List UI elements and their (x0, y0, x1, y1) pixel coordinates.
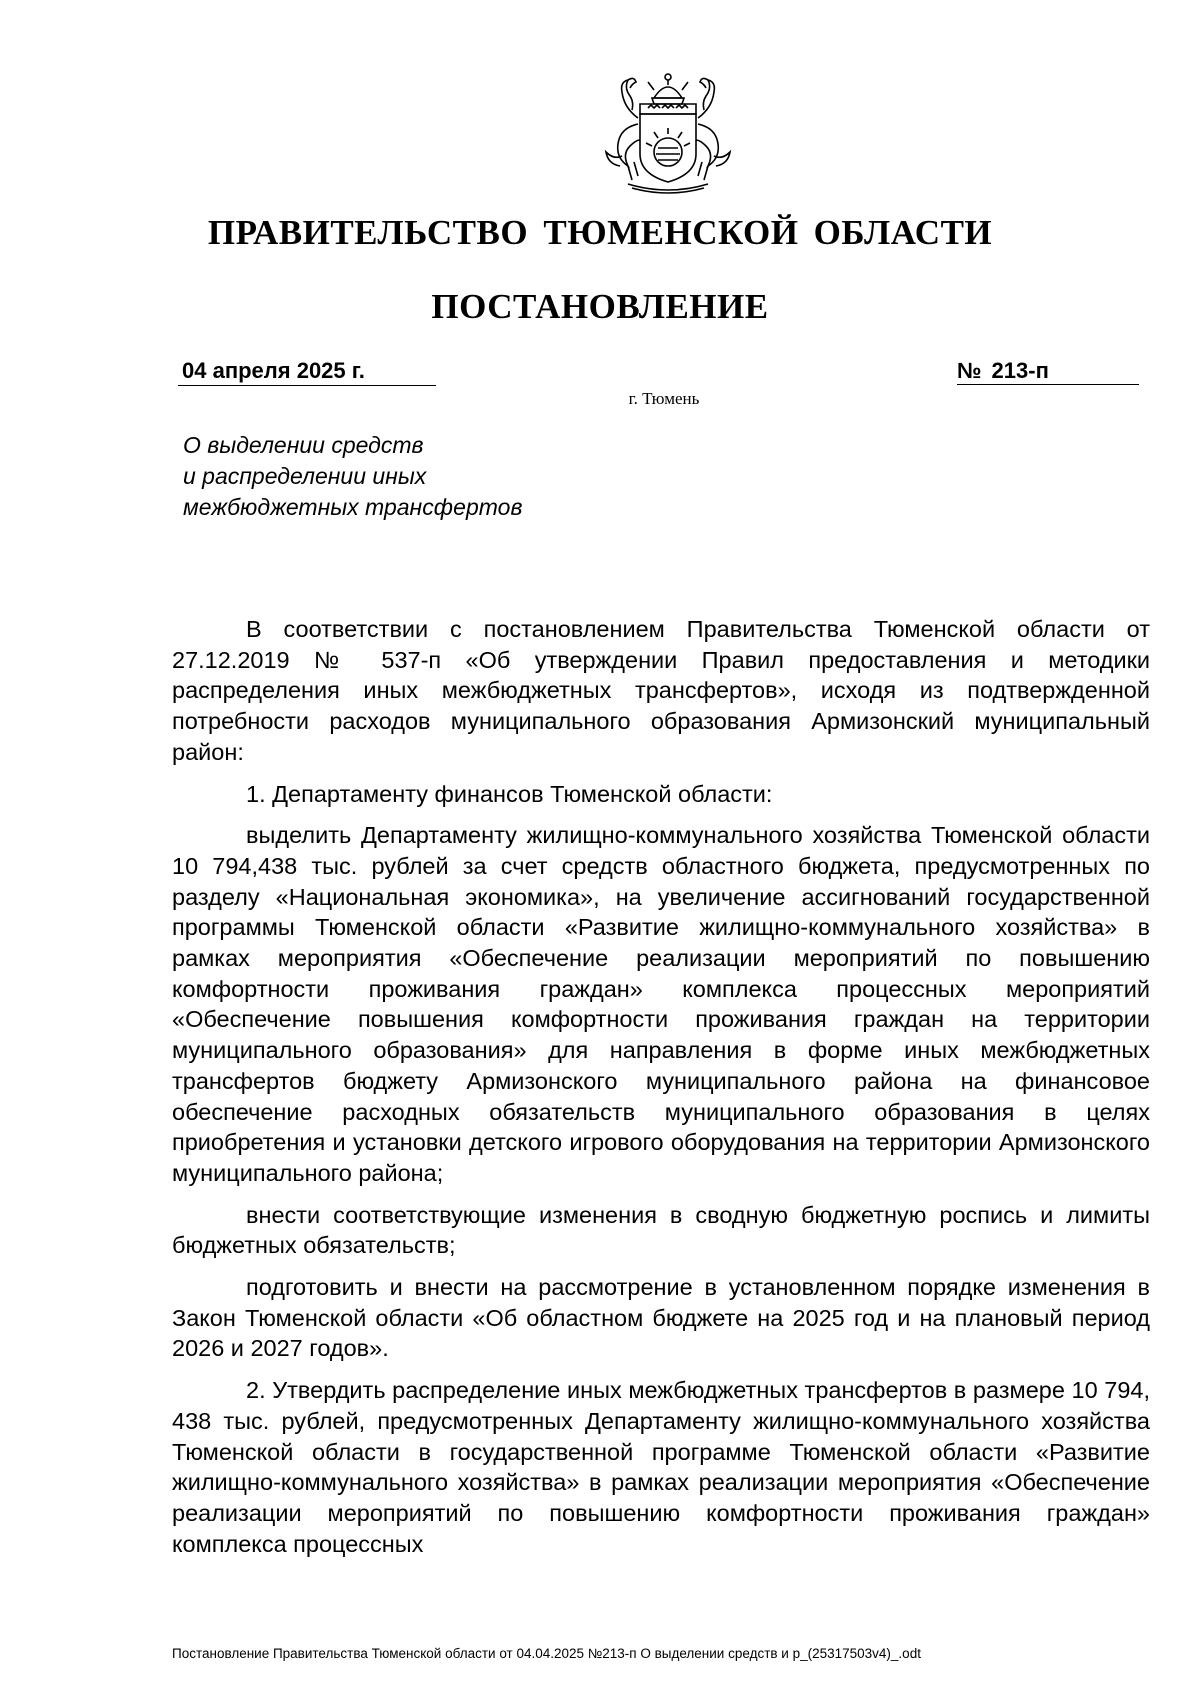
body-paragraph: В соответствии с постановлением Правительства Тюменской области от 27.12.2019 № 537-п «Об утверждении Правил предоставления и методики распределения иных межбюджетных трансфертов», исходя из подтвержденной потребности расходов муниципального образования Армизонский муниципальный район: (172, 616, 1150, 765)
document-date: 04 апреля 2025 г. (178, 358, 436, 386)
tyumen-oblast-coat-of-arms-icon (598, 68, 738, 196)
body-paragraph: подготовить и внести на рассмотрение в установленном порядке изменения в Закон Тюменской области «Об областном бюджете на 2025 год и на плановый период 2026 и 2027 годов». (172, 1274, 1150, 1362)
document-subject (183, 430, 522, 523)
body-paragraph: 2. Утвердить распределение иных межбюджетных трансфертов в размере 10 794, 438 тыс. рублей, предусмотренных Департаменту жилищно-коммунального хозяйства Тюменской области в государственной программе Тюменской области «Развитие жилищно-коммунального хозяйства» в рамках реализации мероприятия «Обеспечение реализации мероприятий по повышению комфортности проживания граждан» комплекса процессных (172, 1377, 1150, 1557)
number-sign: № (957, 358, 982, 383)
organization-title: ПРАВИТЕЛЬСТВО ТЮМЕНСКОЙ ОБЛАСТИ (207, 213, 993, 252)
city-name: г. Тюмень (628, 389, 700, 408)
document-body (172, 614, 1150, 1570)
body-paragraph: 1. Департаменту финансов Тюменской области: (246, 780, 773, 807)
subject-line: межбюджетных трансфертов (183, 494, 523, 520)
page-footer: Постановление Правительства Тюменской области от 04.04.2025 №213-п О выделении средств и р_(25317503v4)_.odt (172, 1646, 921, 1661)
body-paragraph: внести соответствующие изменения в сводную бюджетную роспись и лимиты бюджетных обязательств; (172, 1201, 1150, 1259)
subject-line: О выделении средств (183, 432, 424, 458)
number-value: 213-п (991, 358, 1049, 383)
body-paragraph: выделить Департаменту жилищно-коммунального хозяйства Тюменской области 10 794,438 тыс. рублей за счет средств областного бюджета, предусмотренных по разделу «Национальная экономика», на увеличение ассигнований государственной программы Тюменской области «Развитие жилищно-коммунального хозяйства» в рамках мероприятия «Обеспечение реализации мероприятий по повышению комфортности проживания граждан» комплекса процессных мероприятий «Обеспечение повышения комфортности проживания граждан на территории муниципального образования» для направления в форме иных межбюджетных трансфертов бюджету Армизонского муниципального района на финансовое обеспечение расходных обязательств муниципального образования в целях приобретения и установки детского игрового оборудования на территории Армизонского муниципального района; (172, 822, 1150, 1186)
document-number (957, 358, 1139, 385)
subject-line: и распределении иных (183, 463, 427, 489)
document-type-title: ПОСТАНОВЛЕНИЕ (431, 287, 769, 326)
